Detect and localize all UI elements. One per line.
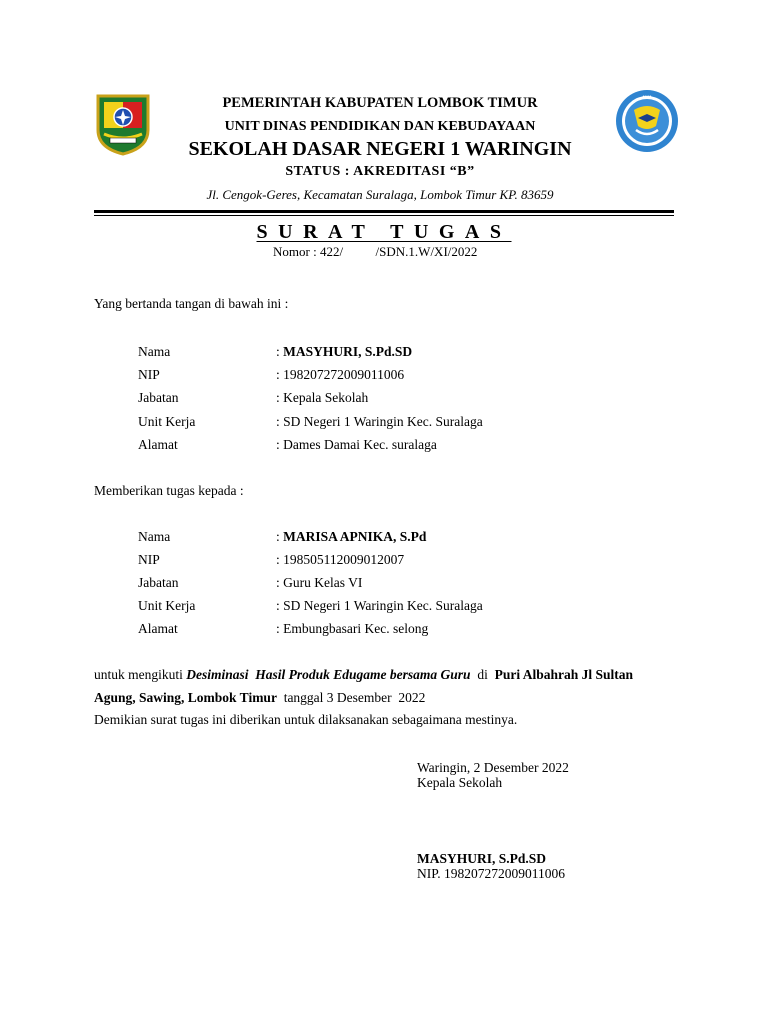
assignee-value-nip: : 198505112009012007 xyxy=(276,552,405,567)
signer-label-unit-kerja: Unit Kerja xyxy=(138,414,196,429)
document-title: SURAT TUGAS xyxy=(256,221,512,243)
header-government: PEMERINTAH KABUPATEN LOMBOK TIMUR xyxy=(222,95,538,111)
signature-name: MASYHURI, S.Pd.SD xyxy=(417,851,547,866)
assignee-label-nip: NIP xyxy=(138,552,160,567)
header-divider-thick xyxy=(94,210,674,213)
purpose-line-2: Agung, Sawing, Lombok Timur tanggal 3 Desember 2022 xyxy=(94,690,426,705)
assignee-value-unit-kerja: : SD Negeri 1 Waringin Kec. Suralaga xyxy=(276,598,483,613)
header-accreditation: STATUS : AKREDITASI “B” xyxy=(285,164,475,179)
signer-value-nama: : MASYHURI, S.Pd.SD xyxy=(276,344,413,359)
assignee-label-jabatan: Jabatan xyxy=(138,575,179,590)
document-number: Nomor : 422/ /SDN.1.W/XI/2022 xyxy=(273,244,478,259)
signer-value-nip: : 198207272009011006 xyxy=(276,367,405,382)
signer-label-nama: Nama xyxy=(138,344,171,359)
closing-text: Demikian surat tugas ini diberikan untuk dilaksanakan sebagaimana mestinya. xyxy=(94,712,518,727)
signer-label-jabatan: Jabatan xyxy=(138,390,179,405)
signer-label-nip: NIP xyxy=(138,367,160,382)
signer-label-alamat: Alamat xyxy=(138,437,178,452)
header-school-name: SEKOLAH DASAR NEGERI 1 WARINGIN xyxy=(188,138,572,160)
purpose-line-1: untuk mengikuti Desiminasi Hasil Produk Edugame bersama Guru di Puri Albahrah Jl Sultan xyxy=(94,667,633,682)
intro-text: Yang bertanda tangan di bawah ini : xyxy=(94,296,289,311)
signer-value-unit-kerja: : SD Negeri 1 Waringin Kec. Suralaga xyxy=(276,414,483,429)
assignee-label-unit-kerja: Unit Kerja xyxy=(138,598,196,613)
assignee-value-jabatan: : Guru Kelas VI xyxy=(276,575,363,590)
assignee-value-nama: : MARISA APNIKA, S.Pd xyxy=(276,529,427,544)
header-divider-thin xyxy=(94,215,674,216)
signer-value-alamat: : Dames Damai Kec. suralaga xyxy=(276,437,437,452)
assign-intro-text: Memberikan tugas kepada : xyxy=(94,483,244,498)
assignee-value-alamat: : Embungbasari Kec. selong xyxy=(276,621,429,636)
assignee-label-nama: Nama xyxy=(138,529,171,544)
svg-text:•••••: ••••• xyxy=(642,94,652,100)
signer-value-jabatan: : Kepala Sekolah xyxy=(276,390,369,405)
header-agency: UNIT DINAS PENDIDIKAN DAN KEBUDAYAAN xyxy=(224,119,536,134)
assignee-label-alamat: Alamat xyxy=(138,621,178,636)
signature-position: Kepala Sekolah xyxy=(417,775,503,790)
header-address: Jl. Cengok-Geres, Kecamatan Suralaga, Lombok Timur KP. 83659 xyxy=(206,187,554,202)
signature-nip: NIP. 198207272009011006 xyxy=(417,866,566,881)
signature-place-date: Waringin, 2 Desember 2022 xyxy=(417,760,569,775)
